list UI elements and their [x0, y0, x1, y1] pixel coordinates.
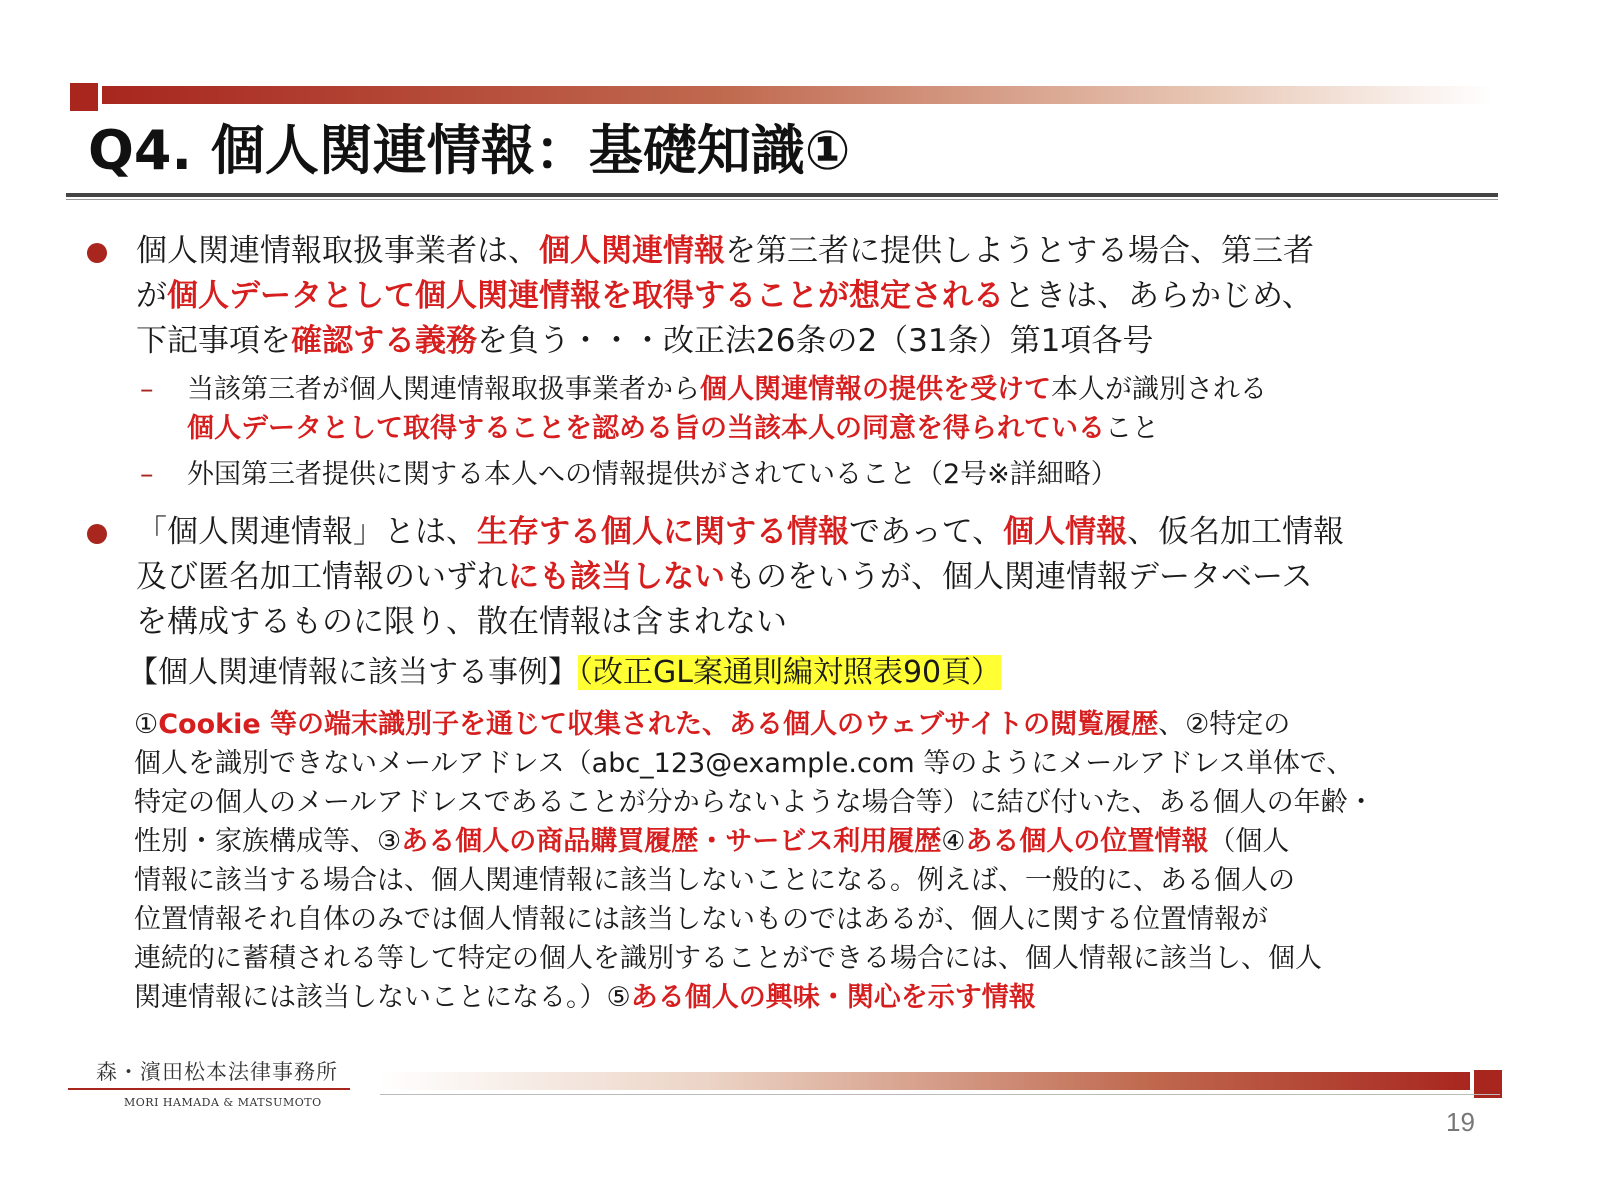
bullet-2-marker: [87, 524, 107, 544]
text-run: ものをいうが、個人関連情報データベース: [725, 559, 1313, 595]
sub-item-1-line-1: [187, 370, 1267, 409]
bullet-2-line-2: [136, 555, 1344, 600]
bullet-2-line-3: を構成するものに限り、散在情報は含まれない: [136, 604, 787, 640]
sub-item-1-dash: –: [140, 374, 154, 405]
footer-gradient-bar: [380, 1072, 1470, 1090]
text-run: ときは、あらかじめ、: [1004, 278, 1313, 314]
text-run: 関連情報には該当しないことになる。）⑤: [134, 982, 631, 1013]
example-heading-row: [128, 650, 1001, 695]
text-run: 当該第三者が個人関連情報取扱事業者から: [187, 374, 700, 405]
text-run: こと: [1105, 413, 1159, 444]
emphasis-text: 個人データとして個人関連情報を取得することが想定される: [167, 278, 1004, 314]
example-line-3: 特定の個人のメールアドレスであることが分からないような場合等）に結び付いた、ある個人の年齢・: [134, 787, 1375, 818]
footer-rule: [380, 1094, 1500, 1095]
emphasis-text: ある個人の商品購買履歴・サービス利用履歴: [401, 826, 942, 857]
emphasis-text: 個人関連情報: [539, 233, 725, 269]
title-underline: [66, 193, 1498, 197]
text-run: を負う・・・改正法26条の2（31条）第1項各号: [477, 323, 1154, 359]
example-line-7: 連続的に蓄積される等して特定の個人を識別することができる場合には、個人情報に該当し、個人: [134, 943, 1322, 974]
emphasis-text: にも該当しない: [508, 559, 725, 595]
sub-item-2-text: [187, 455, 1118, 494]
emphasis-text: 個人データとして取得することを認める旨の当該本人の同意を得られている: [187, 413, 1105, 444]
text-run: 及び匿名加工情報のいずれ: [136, 559, 508, 595]
text-run: が: [136, 278, 167, 314]
emphasis-text: Cookie 等の端末識別子を通じて収集された、ある個人のウェブサイトの閲覧履歴: [158, 709, 1159, 740]
example-line-6: 位置情報それ自体のみでは個人情報には該当しないものではあるが、個人に関する位置情報が: [134, 904, 1268, 935]
text-run: ④: [941, 826, 966, 857]
text-run: 下記事項を: [136, 323, 291, 359]
bullet-2-line-1: [136, 510, 1344, 555]
bullet-1-line-2: [136, 274, 1314, 319]
text-run: 「個人関連情報」とは、: [136, 514, 477, 550]
emphasis-text: ある個人の興味・関心を示す情報: [630, 982, 1036, 1013]
example-heading: 【個人関連情報に該当する事例】: [128, 655, 578, 690]
bullet-1-line-3: [136, 319, 1314, 364]
example-body: [134, 705, 1375, 1017]
emphasis-text: ある個人の位置情報: [965, 826, 1209, 857]
emphasis-text: 個人情報: [1003, 514, 1128, 550]
example-line-4: [134, 822, 1375, 861]
firm-logo-japanese: 森・濱田松本法律事務所: [96, 1060, 338, 1084]
emphasis-text: 確認する義務: [291, 323, 477, 359]
page-number: 19: [1446, 1107, 1475, 1137]
sub-item-1-text: [187, 370, 1267, 448]
text-run: ①: [134, 709, 159, 740]
firm-logo-english: MORI HAMADA & MATSUMOTO: [124, 1096, 322, 1109]
text-run: （個人: [1208, 826, 1290, 857]
example-line-2: 個人を識別できないメールアドレス（abc_123@example.com 等のようにメールアドレス単体で、: [134, 748, 1354, 779]
bullet-1-line-1: [136, 229, 1314, 274]
emphasis-text: 個人関連情報の提供を受けて: [700, 374, 1051, 405]
slide-title: Q4. 個人関連情報：基礎知識①: [88, 119, 851, 182]
text-run: を第三者に提供しようとする場合、第三者: [725, 233, 1314, 269]
sub-item-2-dash: –: [140, 459, 154, 490]
bullet-2-text: [136, 510, 1344, 645]
emphasis-text: 生存する個人に関する情報: [477, 514, 849, 550]
sub-item-2-line: 外国第三者提供に関する本人への情報提供がされていること（2号※詳細略）: [187, 459, 1118, 490]
sub-item-1-line-2: [187, 409, 1267, 448]
header-gradient-bar: [102, 86, 1492, 104]
firm-logo-rule: [68, 1088, 350, 1090]
text-run: 個人関連情報取扱事業者は、: [136, 233, 539, 269]
example-line-1: [134, 705, 1375, 744]
bullet-1-text: [136, 229, 1314, 364]
text-run: であって、: [849, 514, 1004, 550]
text-run: 、②特定の: [1158, 709, 1291, 740]
header-accent-square: [70, 83, 98, 111]
example-line-5: 情報に該当する場合は、個人関連情報に該当しないことになる。例えば、一般的に、ある個人の: [134, 865, 1295, 896]
text-run: 性別・家族構成等、③: [134, 826, 402, 857]
text-run: 本人が識別される: [1051, 374, 1267, 405]
title-underline-thin: [66, 199, 1498, 200]
text-run: 、仮名加工情報: [1127, 514, 1345, 550]
bullet-1-marker: [87, 243, 107, 263]
example-reference-highlight: （改正GL案通則編対照表90頁）: [578, 655, 1002, 690]
example-line-8: [134, 978, 1375, 1017]
